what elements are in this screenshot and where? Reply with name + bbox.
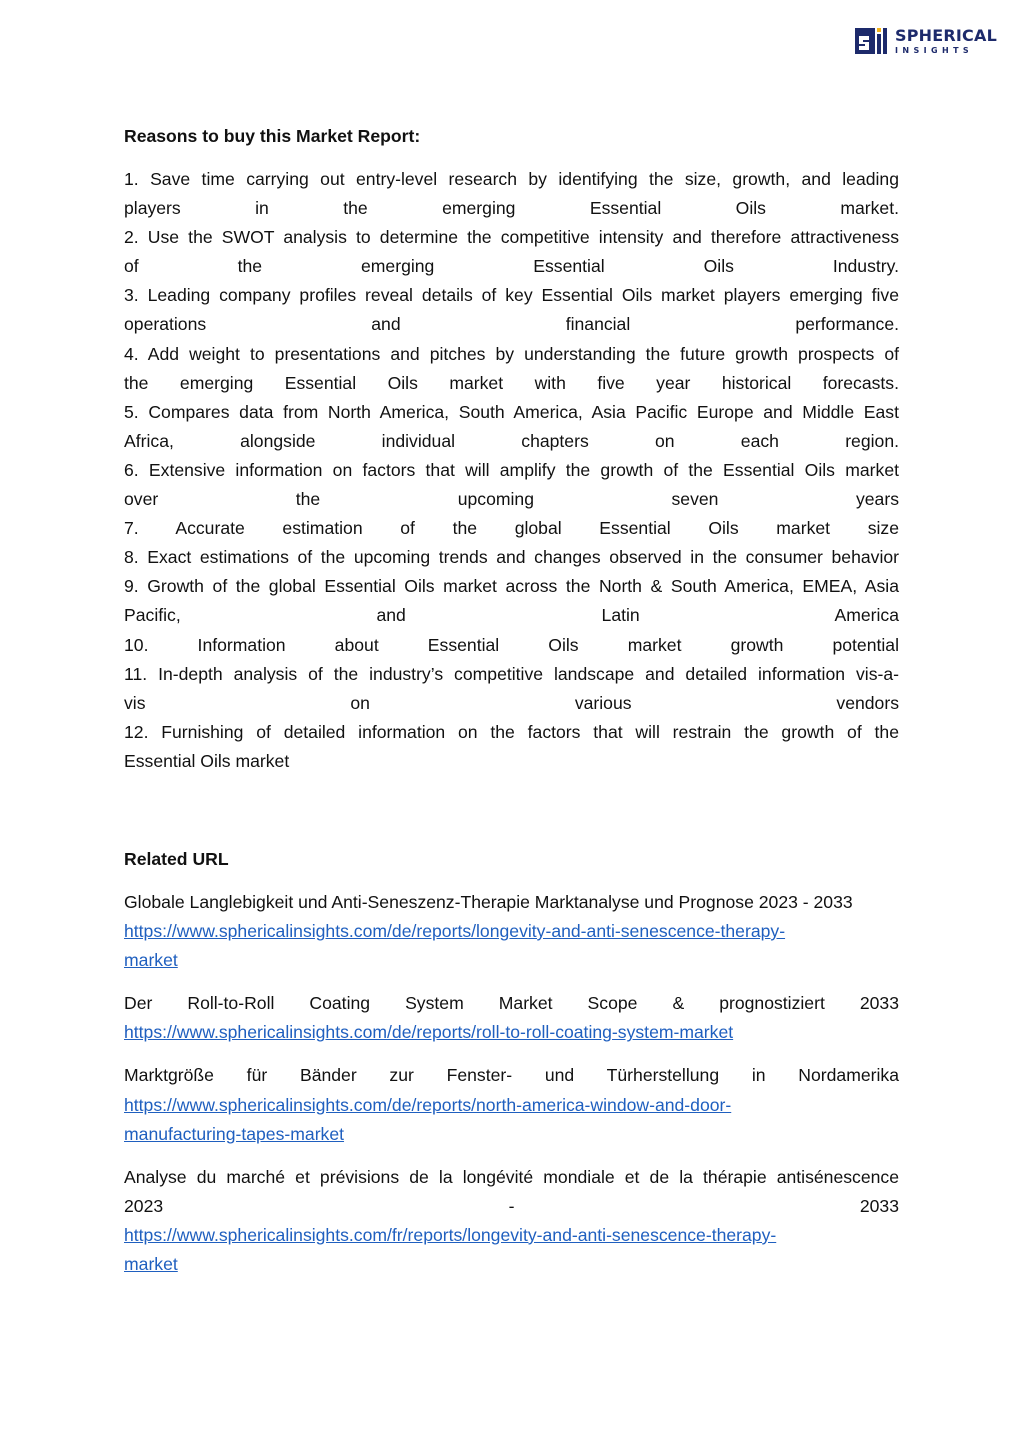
reason-line: 6. Extensive information on factors that will amplify the growth of the Essential Oils market <box>124 459 899 480</box>
reason-line: 12. Furnishing of detailed information on the factors that will restrain the growth of the <box>124 721 899 742</box>
brand-subname: INSIGHTS <box>895 45 974 55</box>
brand-name: SPHERICAL <box>895 25 997 45</box>
related-title: Analyse du marché et prévisions de la longévité mondiale et de la thérapie antisénescence <box>124 1166 899 1187</box>
reason-line: Pacific, and Latin America <box>124 605 899 626</box>
reasons-list <box>124 165 899 776</box>
related-item <box>124 1061 899 1148</box>
spherical-insights-logo-icon <box>855 24 889 58</box>
reason-line: vis on various vendors <box>124 692 899 713</box>
reasons-heading: Reasons to buy this Market Report: <box>124 126 421 146</box>
related-title-continued <box>124 1192 899 1221</box>
reason-line: of the emerging Essential Oils Industry. <box>124 256 899 277</box>
related-item <box>124 1163 899 1279</box>
reason-line: over the upcoming seven years <box>124 489 899 510</box>
reason-line: Essential Oils market <box>124 750 290 771</box>
reason-line: players in the emerging Essential Oils market. <box>124 198 899 219</box>
year-range-dash: - <box>508 1195 515 1216</box>
document-body <box>124 122 899 1293</box>
reason-line: 10. Information about Essential Oils market growth potential <box>124 634 899 655</box>
year-range-start: 2023 <box>124 1195 164 1216</box>
related-title: Der Roll-to-Roll Coating System Market Scope & prognostiziert 2033 <box>124 993 899 1014</box>
reason-line: 9. Growth of the global Essential Oils market across the North & South America, EMEA, Asia <box>124 576 899 597</box>
year-range-end: 2033 <box>859 1195 899 1216</box>
related-item <box>124 888 899 975</box>
reason-line: 11. In-depth analysis of the industry’s competitive landscape and detailed information vis-a- <box>124 663 899 684</box>
reason-line: 3. Leading company profiles reveal details of key Essential Oils market players emerging five <box>124 285 899 306</box>
related-link[interactable]: https://www.sphericalinsights.com/de/reports/roll-to-roll-coating-system-market <box>124 1022 734 1043</box>
related-item <box>124 989 899 1047</box>
related-link[interactable]: https://www.sphericalinsights.com/de/reports/longevity-and-anti-senescence-therapy- market <box>124 921 786 971</box>
related-heading: Related URL <box>124 848 229 869</box>
related-title: Globale Langlebigkeit und Anti-Seneszenz-Therapie Marktanalyse und Prognose 2023 - 2033 <box>124 891 853 912</box>
reason-line: 4. Add weight to presentations and pitches by understanding the future growth prospects of <box>124 343 899 364</box>
related-title: Marktgröße für Bänder zur Fenster- und Türherstellung in Nordamerika <box>124 1065 899 1086</box>
reason-line: 7. Accurate estimation of the global Essential Oils market size <box>124 518 899 539</box>
reason-line: the emerging Essential Oils market with five year historical forecasts. <box>124 372 899 393</box>
related-link[interactable]: https://www.sphericalinsights.com/fr/reports/longevity-and-anti-senescence-therapy- market <box>124 1224 777 1274</box>
reason-line: Africa, alongside individual chapters on each region. <box>124 430 899 451</box>
reason-line: operations and financial performance. <box>124 314 899 335</box>
reason-line: 8. Exact estimations of the upcoming trends and changes observed in the consumer behavior <box>124 547 899 568</box>
reason-line: 1. Save time carrying out entry-level research by identifying the size, growth, and leading <box>124 169 899 189</box>
reason-line: 2. Use the SWOT analysis to determine the competitive intensity and therefore attractiveness <box>124 227 899 248</box>
reason-line: 5. Compares data from North America, South America, Asia Pacific Europe and Middle East <box>124 401 899 422</box>
brand-logo <box>855 24 997 58</box>
related-link[interactable]: https://www.sphericalinsights.com/de/reports/north-america-window-and-door- manufacturing-tapes-market <box>124 1094 732 1144</box>
